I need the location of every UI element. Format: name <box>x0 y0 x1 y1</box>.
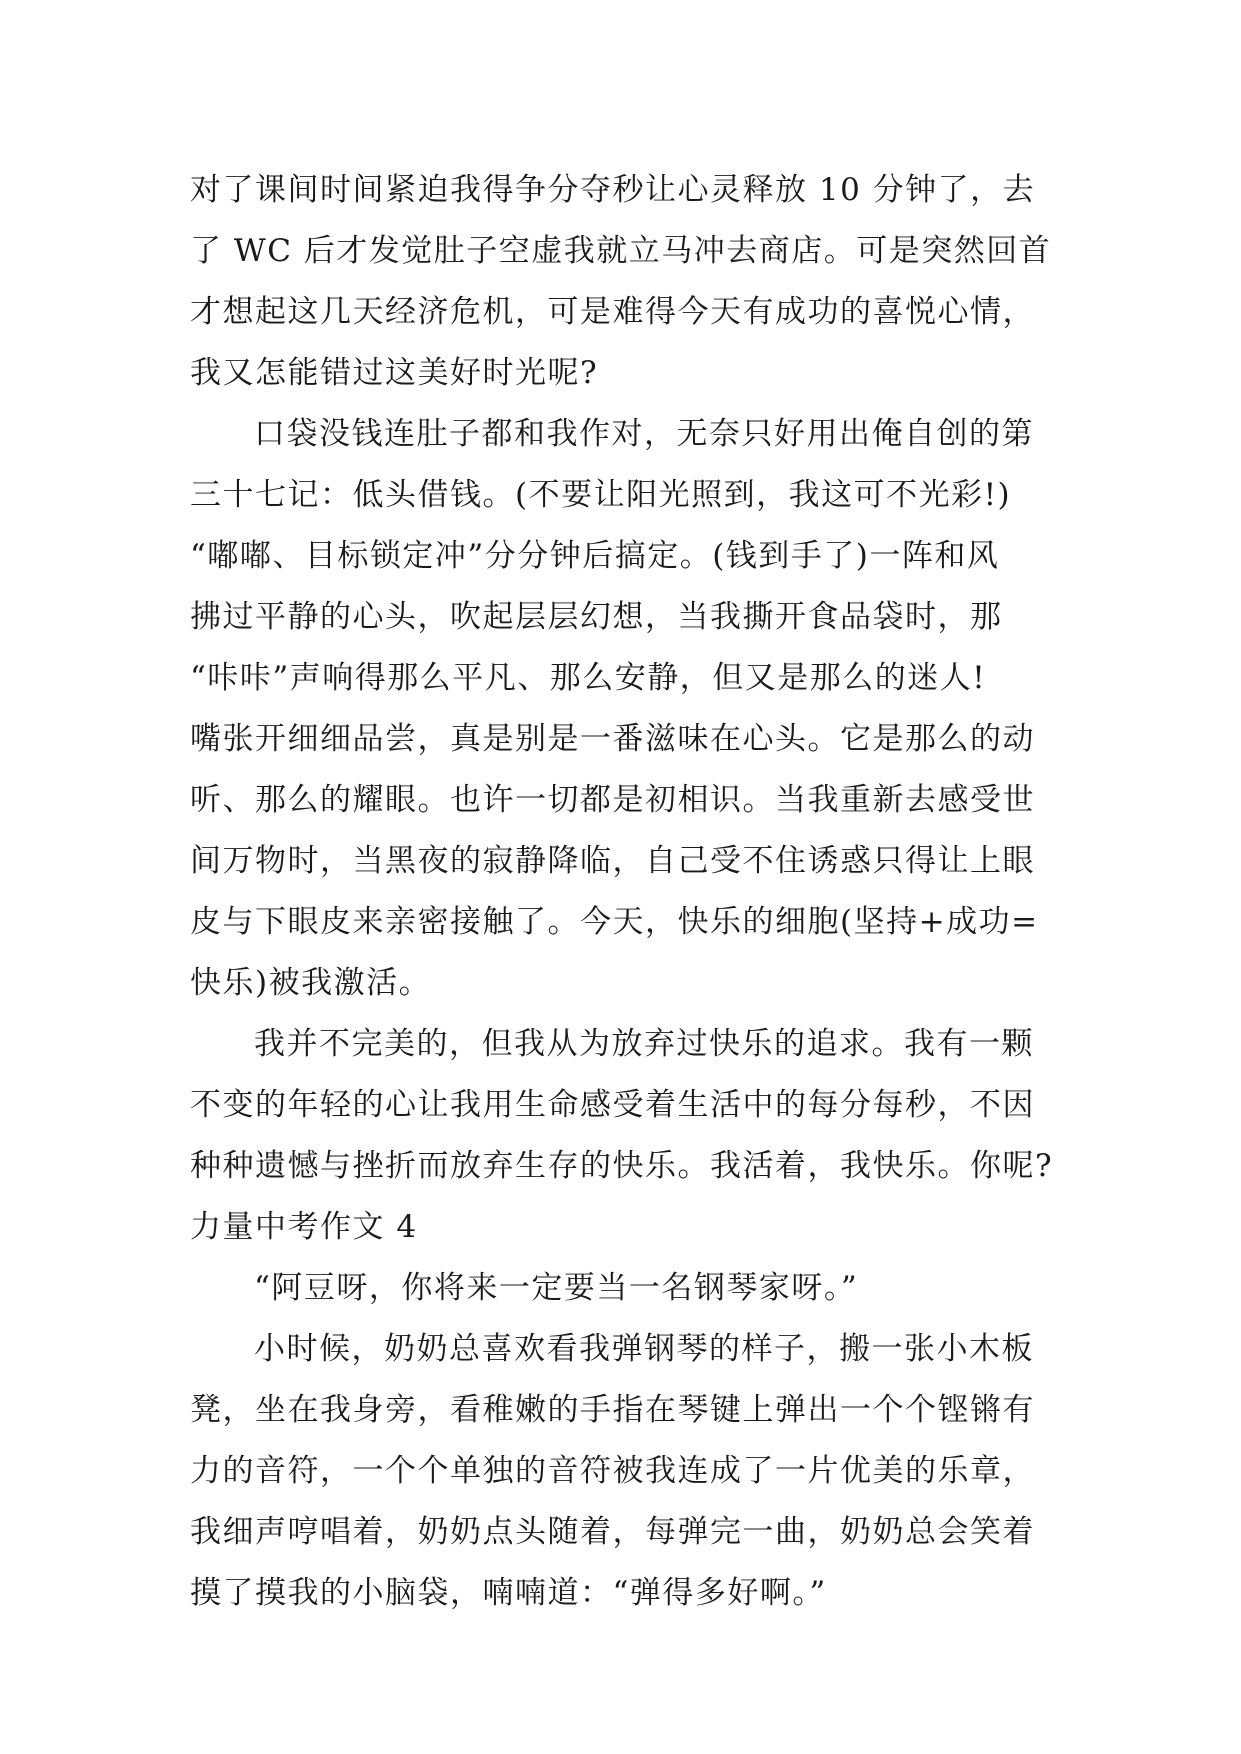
text-line: “咔咔”声响得那么平凡、那么安静，但又是那么的迷人! <box>190 660 987 696</box>
section-heading: 力量中考作文 4 <box>190 1209 418 1245</box>
text-line: 口袋没钱连肚子都和我作对，无奈只好用出俺自创的第 <box>254 416 1034 452</box>
text-line: 了 WC 后才发觉肚子空虚我就立马冲去商店。可是突然回首 <box>190 233 1052 269</box>
text-line: 我并不完美的，但我从为放弃过快乐的追求。我有一颗 <box>254 1026 1034 1062</box>
text-line: 凳，坐在我身旁，看稚嫩的手指在琴键上弹出一个个铿锵有 <box>190 1392 1035 1428</box>
text-line: 我细声哼唱着，奶奶点头随着，每弹完一曲，奶奶总会笑着 <box>190 1514 1035 1550</box>
text-line: 小时候，奶奶总喜欢看我弹钢琴的样子，搬一张小木板 <box>254 1331 1034 1367</box>
document-page <box>190 160 1070 1624</box>
text-line: 我又怎能错过这美好时光呢? <box>190 355 599 391</box>
text-line: 力的音符，一个个单独的音符被我连成了一片优美的乐章， <box>190 1453 1035 1489</box>
text-line: 才想起这几天经济危机，可是难得今天有成功的喜悦心情， <box>190 294 1035 330</box>
text-line: 间万物时，当黑夜的寂静降临，自己受不住诱惑只得让上眼 <box>190 843 1035 879</box>
text-line: 皮与下眼皮来亲密接触了。今天，快乐的细胞(坚持+成功= <box>190 904 1039 940</box>
text-line: 听、那么的耀眼。也许一切都是初相识。当我重新去感受世 <box>190 782 1035 818</box>
text-line: 拂过平静的心头，吹起层层幻想，当我撕开食品袋时，那 <box>190 599 1003 635</box>
text-line: 对了课间时间紧迫我得争分夺秒让心灵释放 10 分钟了，去 <box>190 172 1036 208</box>
text-line: 种种遗憾与挫折而放弃生存的快乐。我活着，我快乐。你呢? <box>190 1148 1054 1184</box>
text-line: “嘟嘟、目标锁定冲”分分钟后搞定。(钱到手了)一阵和风 <box>190 538 1000 574</box>
text-line: “阿豆呀，你将来一定要当一名钢琴家呀。” <box>254 1270 859 1306</box>
text-line: 不变的年轻的心让我用生命感受着生活中的每分每秒，不因 <box>190 1087 1035 1123</box>
text-line: 嘴张开细细品尝，真是别是一番滋味在心头。它是那么的动 <box>190 721 1035 757</box>
text-line: 三十七记：低头借钱。(不要让阳光照到，我这可不光彩!) <box>190 477 1012 513</box>
text-line: 快乐)被我激活。 <box>190 965 432 1001</box>
text-line: 摸了摸我的小脑袋，喃喃道：“弹得多好啊。” <box>190 1575 827 1611</box>
